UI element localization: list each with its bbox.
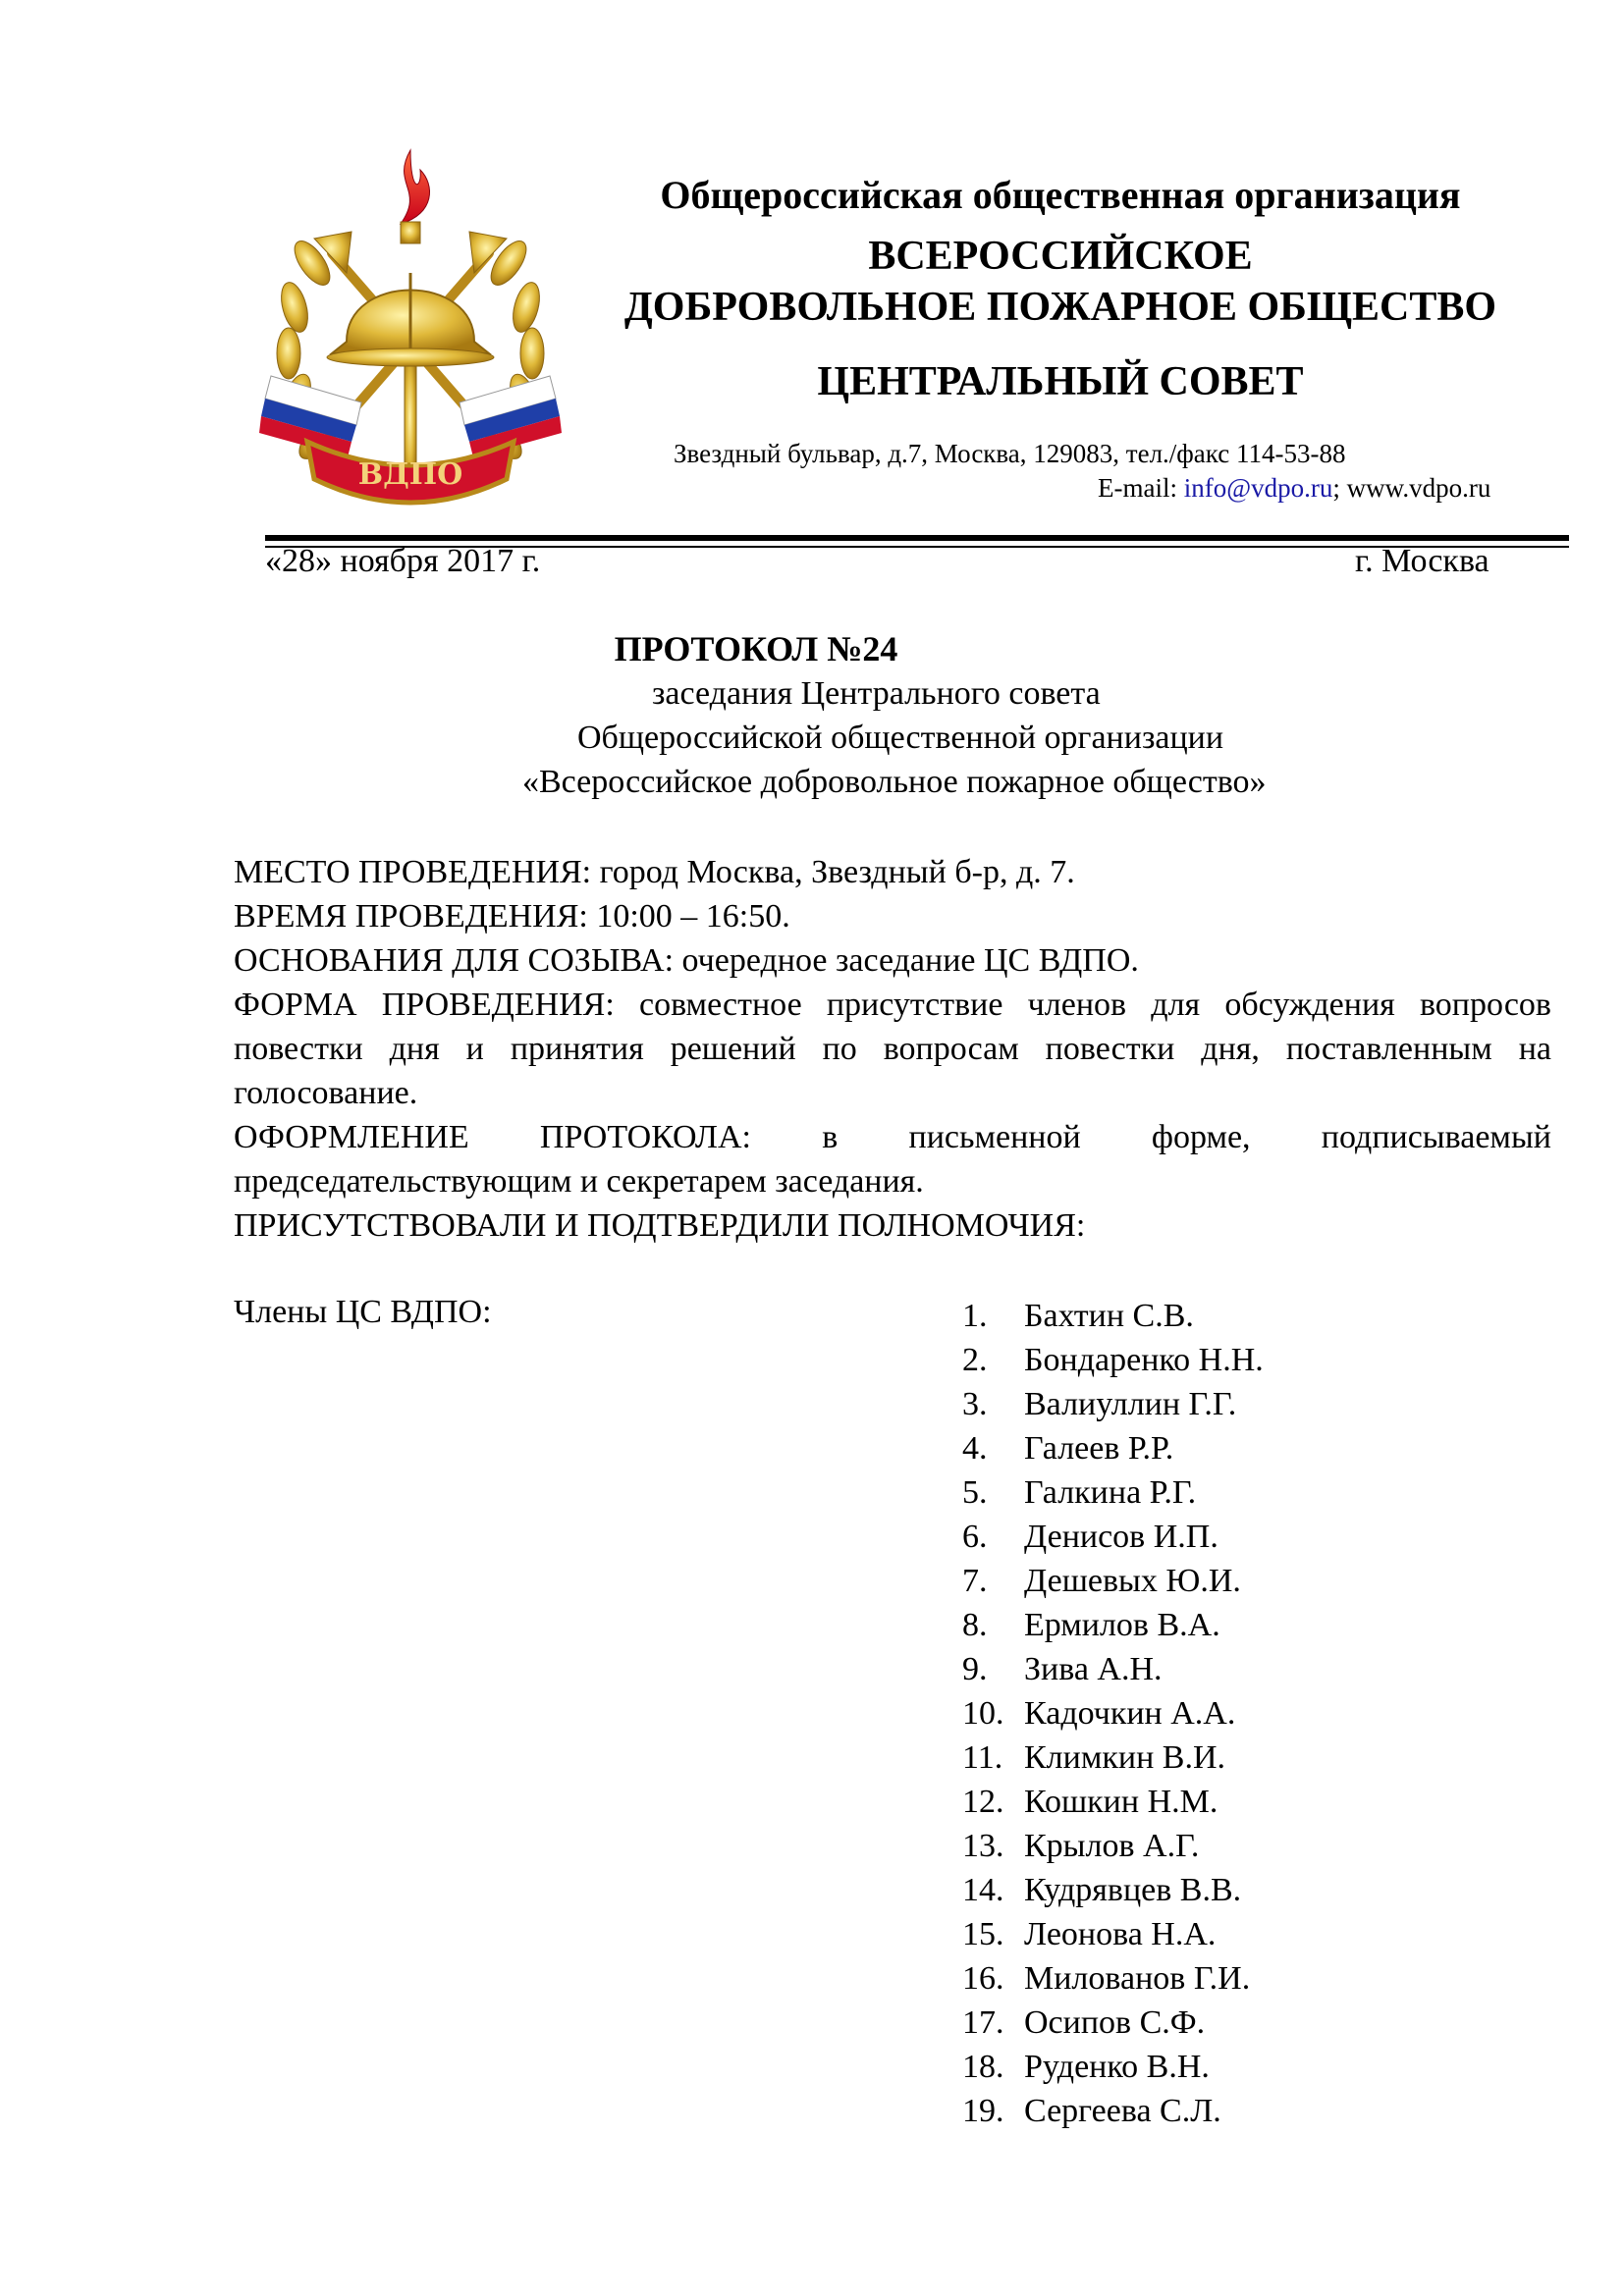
email-label: E-mail: bbox=[1098, 473, 1184, 503]
member-item bbox=[962, 1426, 1264, 1470]
contact-line bbox=[1098, 473, 1490, 504]
meeting-grounds: ОСНОВАНИЯ ДЛЯ СОЗЫВА: очередное заседание ЦС ВДПО. bbox=[234, 942, 1139, 979]
document-date: «28» ноября 2017 г. bbox=[265, 543, 541, 579]
contact-separator: ; bbox=[1332, 473, 1347, 503]
member-item bbox=[962, 1824, 1264, 1868]
member-item bbox=[962, 2089, 1264, 2133]
member-name: Галкина Р.Г. bbox=[1024, 1474, 1197, 1511]
org-name-line-2: ДОБРОВОЛЬНОЕ ПОЖАРНОЕ ОБЩЕСТВО bbox=[623, 285, 1497, 330]
member-name: Бондаренко Н.Н. bbox=[1024, 1342, 1264, 1378]
meeting-form: ФОРМА ПРОВЕДЕНИЯ: совместное присутствие членов для обсуждения вопросов повестки дня и принятия решений по вопросам повестки дня, поставленным на голосование. bbox=[234, 987, 1551, 1111]
member-item bbox=[962, 1515, 1264, 1559]
member-name: Кадочкин А.А. bbox=[1024, 1695, 1236, 1732]
org-type: Общероссийская общественная организация bbox=[660, 173, 1461, 217]
member-name: Осипов С.Ф. bbox=[1024, 2004, 1206, 2041]
document-city: г. Москва bbox=[1355, 543, 1489, 579]
member-item bbox=[962, 1691, 1264, 1735]
member-number: 5. bbox=[962, 1474, 988, 1511]
protocol-subtitle-1: заседания Центрального совета bbox=[652, 675, 1101, 712]
member-name: Крылов А.Г. bbox=[1024, 1828, 1200, 1864]
member-item bbox=[962, 1956, 1264, 2001]
member-name: Ермилов В.А. bbox=[1024, 1607, 1220, 1643]
member-item bbox=[962, 1470, 1264, 1515]
member-name: Галеев Р.Р. bbox=[1024, 1430, 1174, 1467]
address: Звездный бульвар, д.7, Москва, 129083, тел./факс 114-53-88 bbox=[674, 439, 1346, 468]
member-name: Сергеева С.Л. bbox=[1024, 2093, 1221, 2129]
member-item bbox=[962, 1338, 1264, 1382]
member-number: 12. bbox=[962, 1784, 1004, 1820]
members-label: Члены ЦС ВДПО: bbox=[234, 1294, 492, 1330]
member-number: 1. bbox=[962, 1298, 988, 1334]
website-text: www.vdpo.ru bbox=[1346, 473, 1491, 503]
member-number: 6. bbox=[962, 1519, 988, 1555]
member-number: 8. bbox=[962, 1607, 988, 1643]
member-name: Валиуллин Г.Г. bbox=[1024, 1386, 1237, 1422]
member-item bbox=[962, 1912, 1264, 1956]
meeting-details bbox=[234, 850, 1551, 1248]
email-link[interactable]: info@vdpo.ru bbox=[1183, 473, 1333, 503]
torch-flame bbox=[401, 150, 430, 224]
header-rule-thick bbox=[265, 535, 1569, 541]
member-number: 19. bbox=[962, 2093, 1004, 2129]
member-item bbox=[962, 1735, 1264, 1780]
member-name: Леонова Н.А. bbox=[1024, 1916, 1217, 1952]
member-name: Денисов И.П. bbox=[1024, 1519, 1218, 1555]
member-name: Руденко В.Н. bbox=[1024, 2049, 1210, 2085]
meeting-place: МЕСТО ПРОВЕДЕНИЯ: город Москва, Звездный б-р, д. 7. bbox=[234, 854, 1075, 890]
member-item bbox=[962, 1647, 1264, 1691]
member-name: Зива А.Н. bbox=[1024, 1651, 1163, 1687]
present-heading: ПРИСУТСТВОВАЛИ И ПОДТВЕРДИЛИ ПОЛНОМОЧИЯ: bbox=[234, 1207, 1086, 1244]
member-name: Бахтин С.В. bbox=[1024, 1298, 1194, 1334]
member-name: Кошкин Н.М. bbox=[1024, 1784, 1218, 1820]
member-item bbox=[962, 1382, 1264, 1426]
member-number: 17. bbox=[962, 2004, 1004, 2041]
member-item bbox=[962, 1780, 1264, 1824]
member-number: 16. bbox=[962, 1960, 1004, 1997]
member-item bbox=[962, 1603, 1264, 1647]
protocol-subtitle-2: Общероссийской общественной организации bbox=[577, 720, 1224, 756]
member-number: 13. bbox=[962, 1828, 1004, 1864]
member-number: 10. bbox=[962, 1695, 1004, 1732]
member-number: 11. bbox=[962, 1739, 1003, 1776]
member-name: Дешевых Ю.И. bbox=[1024, 1563, 1241, 1599]
protocol-subtitle-3: «Всероссийское добровольное пожарное общество» bbox=[522, 764, 1267, 800]
member-name: Климкин В.И. bbox=[1024, 1739, 1225, 1776]
org-name-line-1: ВСЕРОССИЙСКОЕ bbox=[868, 234, 1253, 279]
member-number: 7. bbox=[962, 1563, 988, 1599]
protocol-registration: ОФОРМЛЕНИЕ ПРОТОКОЛА: в письменной форме, подписываемый председательствующим и секретарем заседания. bbox=[234, 1119, 1551, 1200]
vdpo-emblem bbox=[253, 145, 568, 523]
member-name: Милованов Г.И. bbox=[1024, 1960, 1251, 1997]
member-item bbox=[962, 1868, 1264, 1912]
member-item bbox=[962, 2045, 1264, 2089]
member-number: 14. bbox=[962, 1872, 1004, 1908]
protocol-title: ПРОТОКОЛ №24 bbox=[614, 629, 898, 668]
meeting-time: ВРЕМЯ ПРОВЕДЕНИЯ: 10:00 – 16:50. bbox=[234, 898, 790, 934]
council-name: ЦЕНТРАЛЬНЫЙ СОВЕТ bbox=[817, 359, 1304, 404]
members-list bbox=[962, 1294, 1264, 2133]
emblem-text: ВДПО bbox=[357, 457, 463, 492]
member-number: 18. bbox=[962, 2049, 1004, 2085]
member-number: 2. bbox=[962, 1342, 988, 1378]
member-item bbox=[962, 1294, 1264, 1338]
member-number: 9. bbox=[962, 1651, 988, 1687]
member-number: 3. bbox=[962, 1386, 988, 1422]
member-item bbox=[962, 1559, 1264, 1603]
member-number: 4. bbox=[962, 1430, 988, 1467]
member-name: Кудрявцев В.В. bbox=[1024, 1872, 1242, 1908]
member-item bbox=[962, 2001, 1264, 2045]
member-number: 15. bbox=[962, 1916, 1004, 1952]
